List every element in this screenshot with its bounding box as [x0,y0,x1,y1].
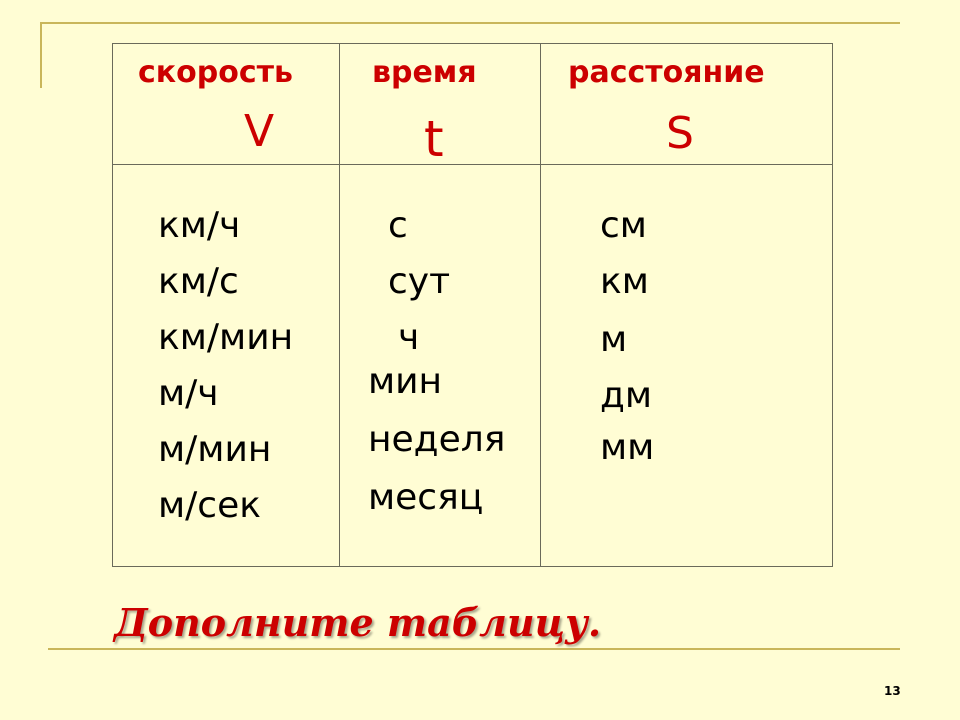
table-border-bottom [112,566,833,567]
header-time-label: время [372,55,477,90]
speed-unit-item: км/с [158,261,239,302]
speed-unit-item: м/мин [158,429,272,470]
header-speed-label: скорость [138,55,293,90]
header-distance-symbol: S [666,108,694,159]
table-border-left [112,43,113,567]
time-unit-item: мин [368,361,443,402]
table-header-separator [112,164,833,165]
decorative-top-line [40,22,900,24]
table-column-separator-1 [339,43,340,567]
header-distance-label: расстояние [568,55,765,90]
distance-unit-item: м [600,319,628,360]
distance-unit-item: км [600,261,649,302]
time-unit-item: с [388,205,408,246]
distance-unit-item: дм [600,375,653,416]
time-unit-item: месяц [368,477,484,518]
header-time-symbol: t [424,110,444,168]
speed-unit-item: м/ч [158,373,219,414]
distance-unit-item: мм [600,427,655,468]
decorative-left-line [40,22,42,88]
speed-unit-item: м/сек [158,485,261,526]
time-unit-item: сут [388,261,451,302]
table-border-top [112,43,833,44]
speed-unit-item: км/мин [158,317,294,358]
time-unit-item: неделя [368,419,506,460]
page-number: 13 [884,684,901,698]
distance-unit-item: см [600,205,647,246]
table-column-separator-2 [540,43,541,567]
time-unit-item: ч [398,317,420,358]
task-instruction: Дополните таблицу. [114,600,602,645]
speed-unit-item: км/ч [158,205,241,246]
decorative-bottom-line [48,648,900,650]
table-border-right [832,43,833,567]
header-speed-symbol: V [244,106,275,157]
